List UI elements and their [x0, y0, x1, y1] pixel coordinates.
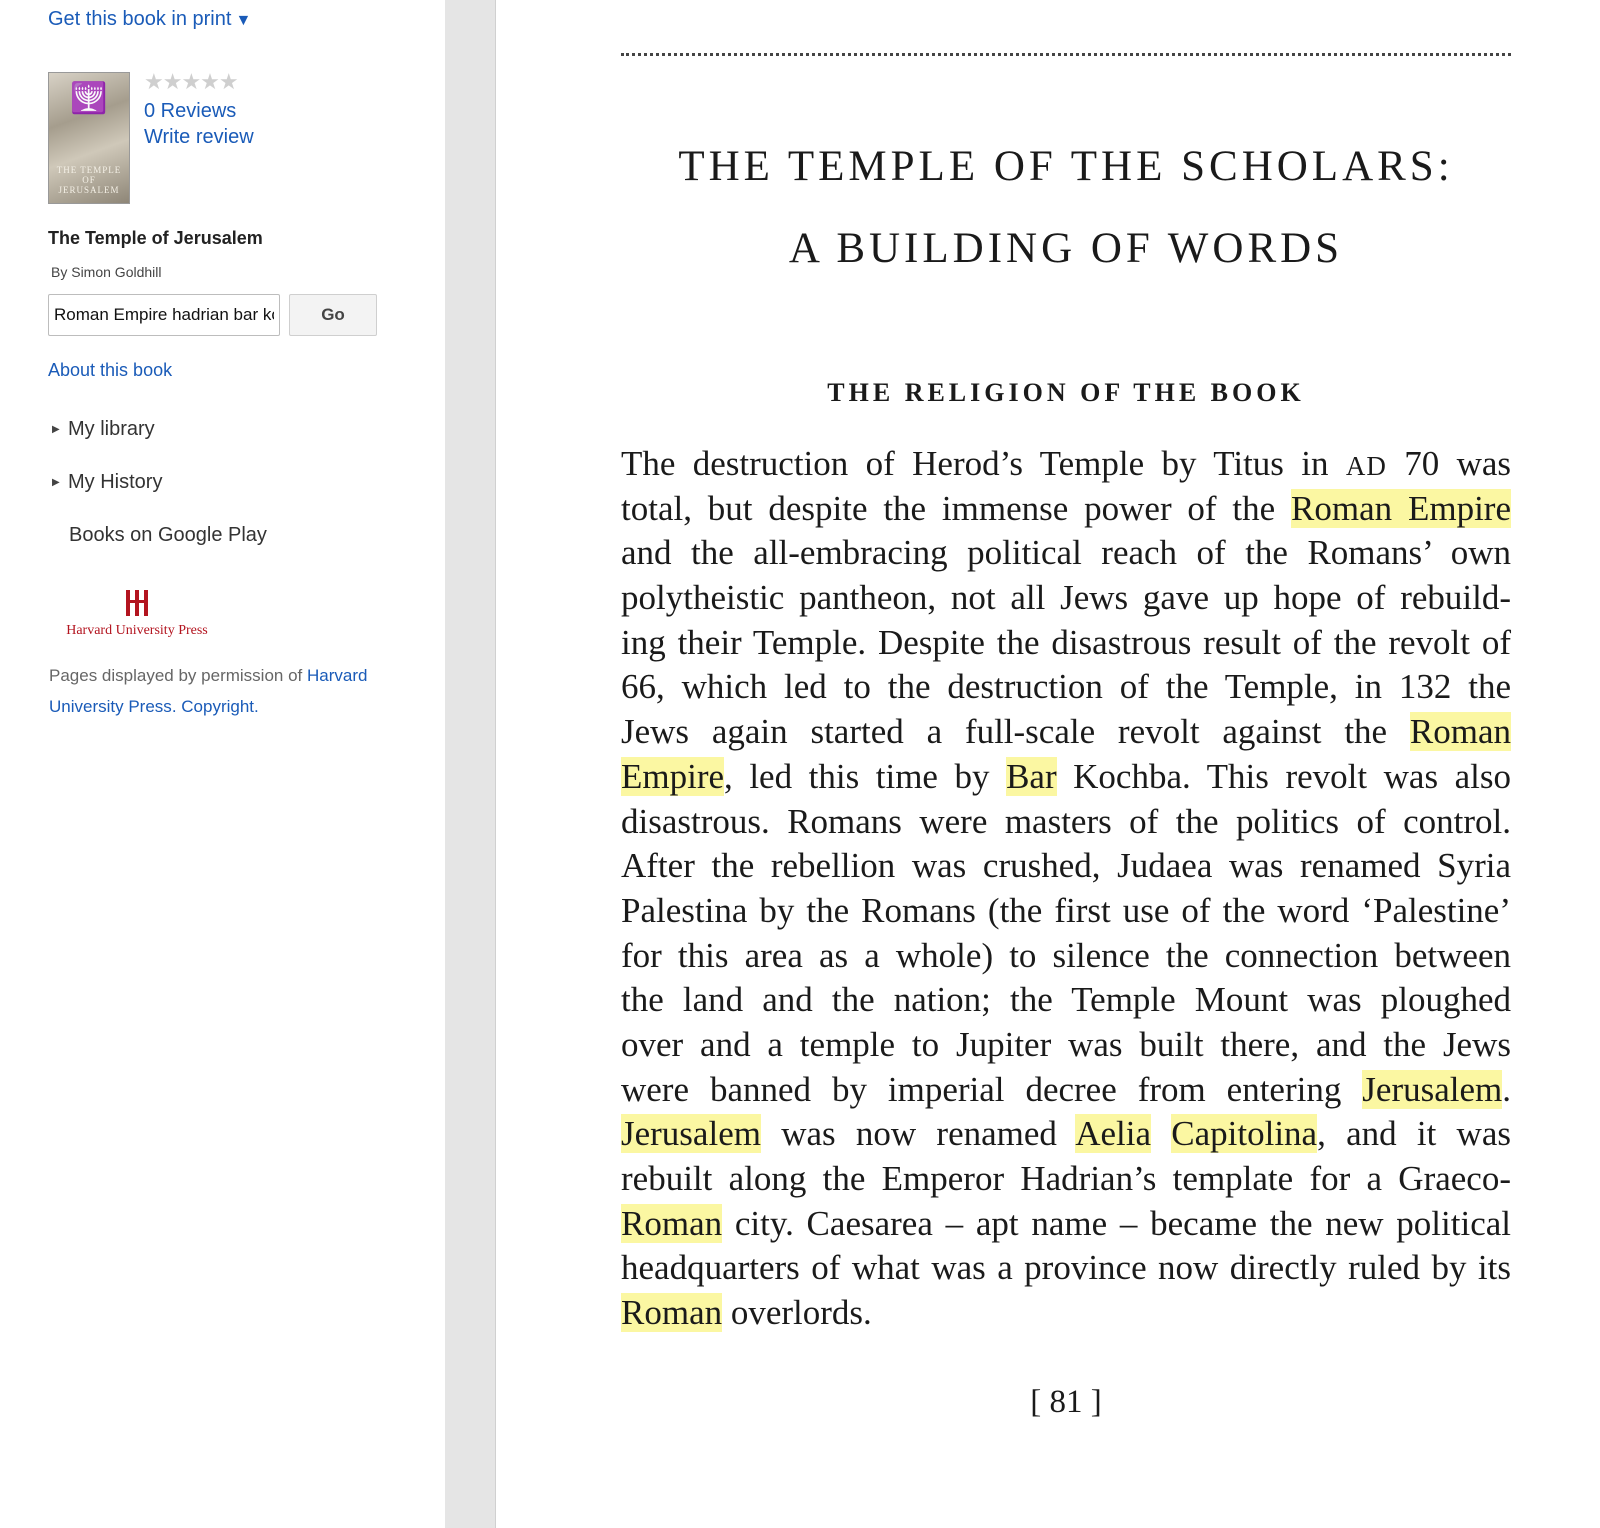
page-number: [ 81 ]	[1030, 1384, 1102, 1420]
text-line	[621, 978, 1511, 1023]
text-line	[621, 1202, 1511, 1247]
text-line	[621, 665, 1511, 710]
copyright-link[interactable]: Copyright	[181, 697, 255, 716]
text-run: were banned by imperial decree from entering	[621, 1069, 1363, 1109]
harvard-press-logo-icon	[126, 590, 148, 616]
permission-period: .	[171, 697, 182, 716]
search-highlight: Roman	[621, 1203, 723, 1243]
text-run: headquarters of what was a province now directly ruled by its	[621, 1248, 1511, 1288]
text-run: , led this time by	[724, 756, 1007, 796]
text-line	[621, 1112, 1511, 1157]
text-run: Jews again started a full-scale revolt against the	[621, 712, 1410, 752]
text-run: rebuilt along the Emperor Hadrian’s template for a Graeco-	[621, 1159, 1511, 1198]
text-line	[621, 1291, 1511, 1336]
publisher-logo[interactable]	[54, 590, 220, 639]
search-highlight: Bar	[1006, 756, 1057, 796]
text-run: ing their Temple. Despite the disastrous result of the revolt of	[621, 622, 1511, 662]
permission-text: Pages displayed by permission of	[49, 666, 307, 685]
text-line	[621, 1157, 1511, 1202]
menorah-icon: 🕎	[70, 81, 108, 116]
about-this-book-link[interactable]: About this book	[48, 360, 173, 380]
text-run: The destruction of Herod’s Temple by Titus in	[621, 444, 1346, 483]
text-run: city. Caesarea – apt name – became the new political	[722, 1203, 1511, 1243]
search-in-book-input[interactable]	[48, 294, 280, 336]
text-run: disastrous. Romans were masters of the politics of control.	[621, 801, 1511, 841]
text-run: was now renamed	[760, 1114, 1076, 1154]
book-author: By Simon Goldhill	[51, 264, 162, 280]
text-line	[621, 442, 1511, 487]
small-caps-text: AD	[1345, 451, 1387, 481]
permission-notice	[49, 660, 409, 722]
text-run: overlords.	[722, 1293, 872, 1333]
section-heading: THE RELIGION OF THE BOOK	[827, 378, 1305, 407]
publisher-name: Harvard University Press	[66, 623, 208, 638]
text-run: and the all-embracing political reach of the Romans’ own	[621, 533, 1511, 573]
text-run: Palestina by the Romans (the first use of the word ‘Palestine’	[621, 890, 1511, 930]
search-highlight: Aelia	[1075, 1114, 1152, 1154]
chapter-title-line-2: A BUILDING OF WORDS	[788, 225, 1344, 272]
nav-my-library-label: My library	[68, 418, 155, 440]
page-body-text	[621, 442, 1511, 1336]
book-page	[496, 0, 1600, 1528]
get-book-in-print-link[interactable]	[48, 8, 251, 31]
text-line	[621, 1246, 1511, 1291]
text-line	[621, 487, 1511, 532]
reviews-link[interactable]: 0 Reviews	[144, 100, 237, 122]
go-button[interactable]: Go	[289, 294, 377, 336]
expand-triangle-icon: ▶	[52, 477, 60, 488]
harvard-press-link[interactable]: Harvard University Press	[49, 666, 368, 716]
text-run: 70 was	[1386, 444, 1511, 483]
nav-my-history[interactable]	[52, 471, 162, 494]
expand-triangle-icon: ▶	[52, 424, 60, 435]
text-run: .	[1502, 1069, 1511, 1109]
search-highlight: Empire	[621, 756, 725, 796]
nav-my-history-label: My History	[68, 471, 163, 493]
search-highlight: Roman Empire	[1291, 488, 1511, 528]
text-line	[621, 576, 1511, 621]
text-run: the land and the nation; the Temple Mount was ploughed	[621, 980, 1511, 1020]
sidebar	[0, 0, 445, 1528]
text-line	[621, 1068, 1511, 1113]
text-line	[621, 889, 1511, 934]
text-line	[621, 844, 1511, 889]
text-run: over and a temple to Jupiter was built there, and the Jews	[621, 1024, 1511, 1064]
book-cover-thumbnail[interactable]	[48, 72, 130, 204]
text-line	[621, 621, 1511, 666]
text-run: total, but despite the immense power of the	[621, 488, 1292, 528]
copyright-period: .	[254, 697, 259, 716]
text-line	[621, 710, 1511, 755]
text-run: After the rebellion was crushed, Judaea was renamed Syria	[621, 846, 1511, 886]
rating-stars: ★★★★★	[144, 70, 238, 95]
search-highlight: Roman	[621, 1293, 723, 1333]
text-line	[621, 755, 1511, 800]
search-highlight: Roman	[1409, 712, 1511, 752]
search-highlight: Jerusalem	[1362, 1069, 1503, 1109]
viewer-gutter	[445, 0, 496, 1528]
cover-title: THE TEMPLE OF JERUSALEM	[56, 165, 122, 195]
text-line	[621, 800, 1511, 845]
dotted-rule	[621, 53, 1511, 56]
text-run	[1151, 1114, 1171, 1153]
text-run: for this area as a whole) to silence the connection between	[621, 935, 1511, 975]
search-highlight: Capitolina	[1171, 1114, 1318, 1154]
text-run: 66, which led to the destruction of the Temple, in 132 the	[621, 667, 1511, 707]
get-print-label: Get this book in print	[48, 8, 232, 30]
text-line	[621, 1023, 1511, 1068]
dropdown-arrow-icon: ▼	[235, 12, 252, 29]
text-run: polytheistic pantheon, not all Jews gave up hope of rebuild-	[621, 578, 1511, 618]
search-highlight: Jerusalem	[621, 1114, 761, 1154]
text-line	[621, 531, 1511, 576]
chapter-title-line-1: THE TEMPLE OF THE SCHOLARS:	[678, 143, 1454, 190]
nav-my-library[interactable]	[52, 418, 155, 441]
book-title: The Temple of Jerusalem	[48, 228, 263, 248]
text-run: , and it was	[1317, 1114, 1511, 1154]
text-run: Kochba. This revolt was also	[1056, 756, 1511, 796]
nav-books-on-google-play[interactable]: Books on Google Play	[69, 524, 267, 546]
write-review-link[interactable]: Write review	[144, 126, 254, 148]
text-line	[621, 934, 1511, 979]
